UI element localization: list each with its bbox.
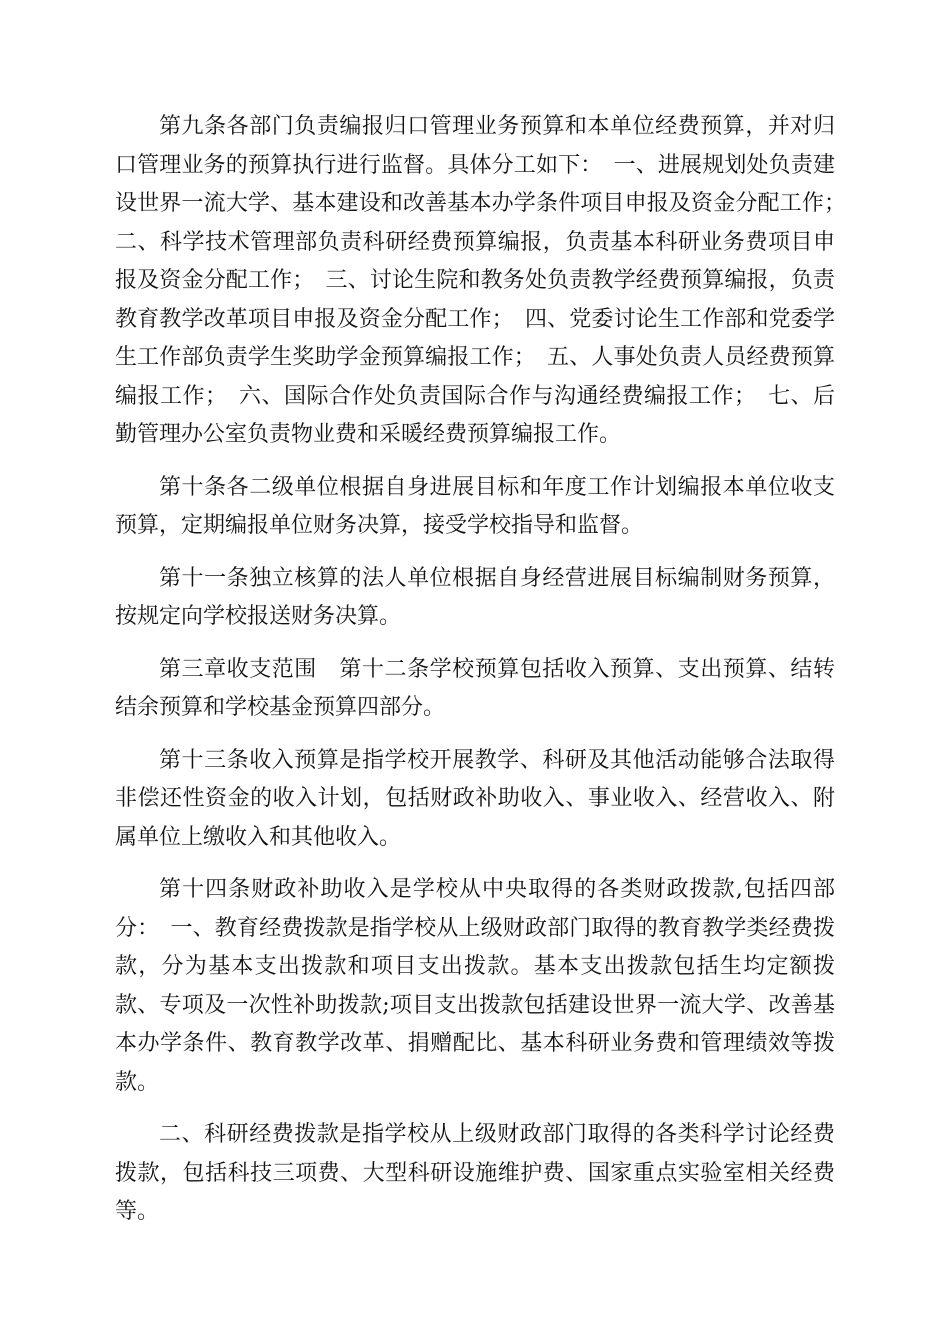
paragraph-chapter-3-article-12: 第三章收支范围 第十二条学校预算包括收入预算、支出预算、结转结余预算和学校基金预算四部分。 bbox=[115, 656, 835, 720]
document-page bbox=[115, 108, 858, 1246]
paragraph-article-11: 第十一条独立核算的法人单位根据自身经营进展目标编制财务预算，按规定向学校报送财务决算。 bbox=[115, 565, 835, 629]
paragraph-article-9: 第九条各部门负责编报归口管理业务预算和本单位经费预算，并对归口管理业务的预算执行进行监督。具体分工如下： 一、进展规划处负责建设世界一流大学、基本建设和改善基本办学条件项目申报及资金分配工作； 二、科学技术管理部负责科研经费预算编报，负责基本科研业务费项目申报及资金分配工作； 三、讨论生院和教务处负责教学经费预算编报，负责教育教学改革项目申报及资金分配工作； 四、党委讨论生工作部和党委学生工作部负责学生奖助学金预算编报工作； 五、人事处负责人员经费预算编报工作； 六、国际合作处负责国际合作与沟通经费编报工作； 七、后勤管理办公室负责物业费和采暖经费预算编报工作。 bbox=[115, 114, 858, 447]
paragraph-article-14: 第十四条财政补助收入是学校从中央取得的各类财政拨款,包括四部分： 一、教育经费拨款是指学校从上级财政部门取得的教育教学类经费拨款，分为基本支出拨款和项目支出拨款。基本支出拨款包括生均定额拨款、专项及一次性补助拨款;项目支出拨款包括建设世界一流大学、改善基本办学条件、教育教学改革、捐赠配比、基本科研业务费和管理绩效等拨款。 bbox=[115, 877, 835, 1095]
paragraph-article-14-item-2: 二、科研经费拨款是指学校从上级财政部门取得的各类科学讨论经费拨款，包括科技三项费、大型科研设施维护费、国家重点实验室相关经费等。 bbox=[115, 1122, 835, 1224]
paragraph-article-10: 第十条各二级单位根据自身进展目标和年度工作计划编报本单位收支预算，定期编报单位财务决算，接受学校指导和监督。 bbox=[115, 474, 835, 538]
paragraph-article-13: 第十三条收入预算是指学校开展教学、科研及其他活动能够合法取得非偿还性资金的收入计划，包括财政补助收入、事业收入、经营收入、附属单位上缴收入和其他收入。 bbox=[115, 747, 835, 850]
